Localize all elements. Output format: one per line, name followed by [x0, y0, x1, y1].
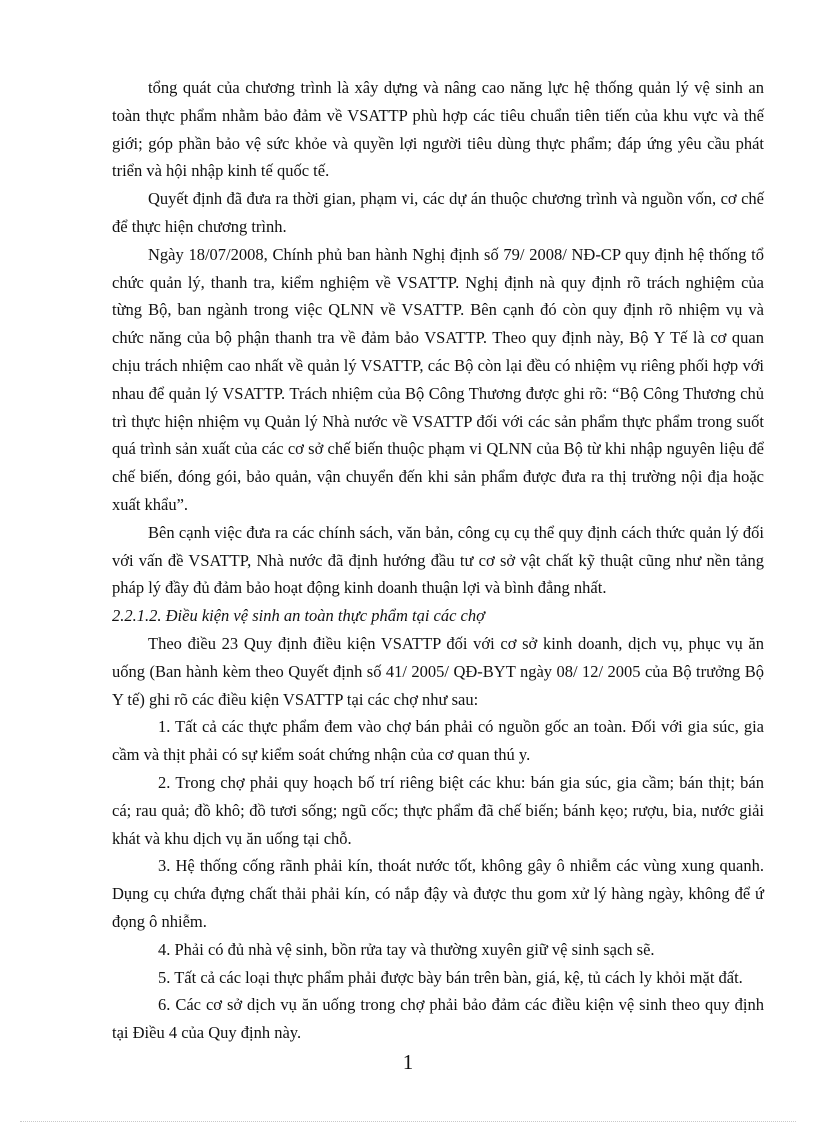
list-item: 4. Phải có đủ nhà vệ sinh, bồn rửa tay và thường xuyên giữ vệ sinh sạch sẽ.	[158, 939, 655, 959]
paragraph-decree-79: Ngày 18/07/2008, Chính phủ ban hành Nghị định số 79/ 2008/ NĐ-CP quy định hệ thống tổ chức quản lý, thanh tra, kiểm nghiệm về VSATTP. Nghị định nà quy định rõ trách nghiệm của từng Bộ, ban ngành trong việc QLNN về VSATTP. Bên cạnh đó còn quy định rõ nhiệm vụ và chức năng của bộ phận thanh tra về đảm bảo VSATTP. Theo quy định này, Bộ Y Tế là cơ quan chịu trách nhiệm cao nhất về quản lý VSATTP, các Bộ còn lại đều có nhiệm vụ riêng phối hợp với nhau để quản lý VSATTP. Trách nhiệm của Bộ Công Thương được ghi rõ: “Bộ Công Thương chủ trì thực hiện nhiệm vụ Quản lý Nhà nước về VSATTP đối với các sản phẩm thực phẩm trong suốt quá trình sản xuất của các cơ sở chế biến thuộc phạm vi QLNN của Bộ từ khi nhập nguyên liệu để chế biến, đóng gói, bảo quản, vận chuyển đến khi sản phẩm được đưa ra thị trường nội địa hoặc xuất khẩu”.	[112, 244, 764, 514]
page-number: 1	[402, 1050, 414, 1074]
paragraph-state-policy: Bên cạnh việc đưa ra các chính sách, văn bản, công cụ cụ thể quy định cách thức quản lý đối với vấn đề VSATTP, Nhà nước đã định hướng đầu tư cơ sở vật chất kỹ thuật cũng như nền tảng pháp lý đầy đủ đảm bảo hoạt động kinh doanh thuận lợi và bình đẳng nhất.	[112, 522, 764, 598]
list-item: 5. Tất cả các loại thực phẩm phải được bày bán trên bàn, giá, kệ, tủ cách ly khỏi mặt đất.	[158, 967, 743, 987]
list-item: 1. Tất cả các thực phẩm đem vào chợ bán phải có nguồn gốc an toàn. Đối với gia súc, gia cầm và thịt phải có sự kiểm soát chứng nhận của cơ quan thú y.	[112, 717, 764, 765]
paragraph-article-23: Theo điều 23 Quy định điều kiện VSATTP đối với cơ sở kinh doanh, dịch vụ, phục vụ ăn uống (Ban hành kèm theo Quyết định số 41/ 2005/ QĐ-BYT ngày 08/ 12/ 2005 của Bộ trưởng Bộ Y tế) ghi rõ các điều kiện VSATTP tại các chợ như sau:	[112, 633, 764, 709]
paragraph-decision-scope: Quyết định đã đưa ra thời gian, phạm vi, các dự án thuộc chương trình và nguồn vốn, cơ chế để thực hiện chương trình.	[112, 189, 764, 236]
list-item: 2. Trong chợ phải quy hoạch bố trí riêng biệt các khu: bán gia súc, gia cầm; bán thịt; bán cá; rau quả; đồ khô; đồ tươi sống; ngũ cốc; thực phẩm đã chế biến; bánh kẹo; rượu, bia, nước giải khát và khu dịch vụ ăn uống tại chỗ.	[112, 772, 764, 848]
document-body	[112, 74, 764, 1047]
list-item: 6. Các cơ sở dịch vụ ăn uống trong chợ phải bảo đảm các điều kiện vệ sinh theo quy định tại Điều 4 của Quy định này.	[112, 995, 764, 1043]
list-item: 3. Hệ thống cống rãnh phải kín, thoát nước tốt, không gây ô nhiễm các vùng xung quanh. Dụng cụ chứa đựng chất thải phải kín, có nắp đậy và được thu gom xử lý hàng ngày, không để ứ đọng ô nhiễm.	[112, 856, 764, 931]
section-heading: 2.2.1.2. Điều kiện vệ sinh an toàn thực phẩm tại các chợ	[112, 606, 485, 626]
page-bottom-divider	[20, 1121, 796, 1122]
paragraph-program-goal: tổng quát của chương trình là xây dựng và nâng cao năng lực hệ thống quản lý vệ sinh an toàn thực phẩm nhằm bảo đảm về VSATTP phù hợp các tiêu chuẩn tiên tiến của khu vực và thế giới; góp phần bảo vệ sức khỏe và quyền lợi người tiêu dùng thực phẩm; đáp ứng yêu cầu phát triển và hội nhập kinh tế quốc tế.	[112, 78, 764, 181]
